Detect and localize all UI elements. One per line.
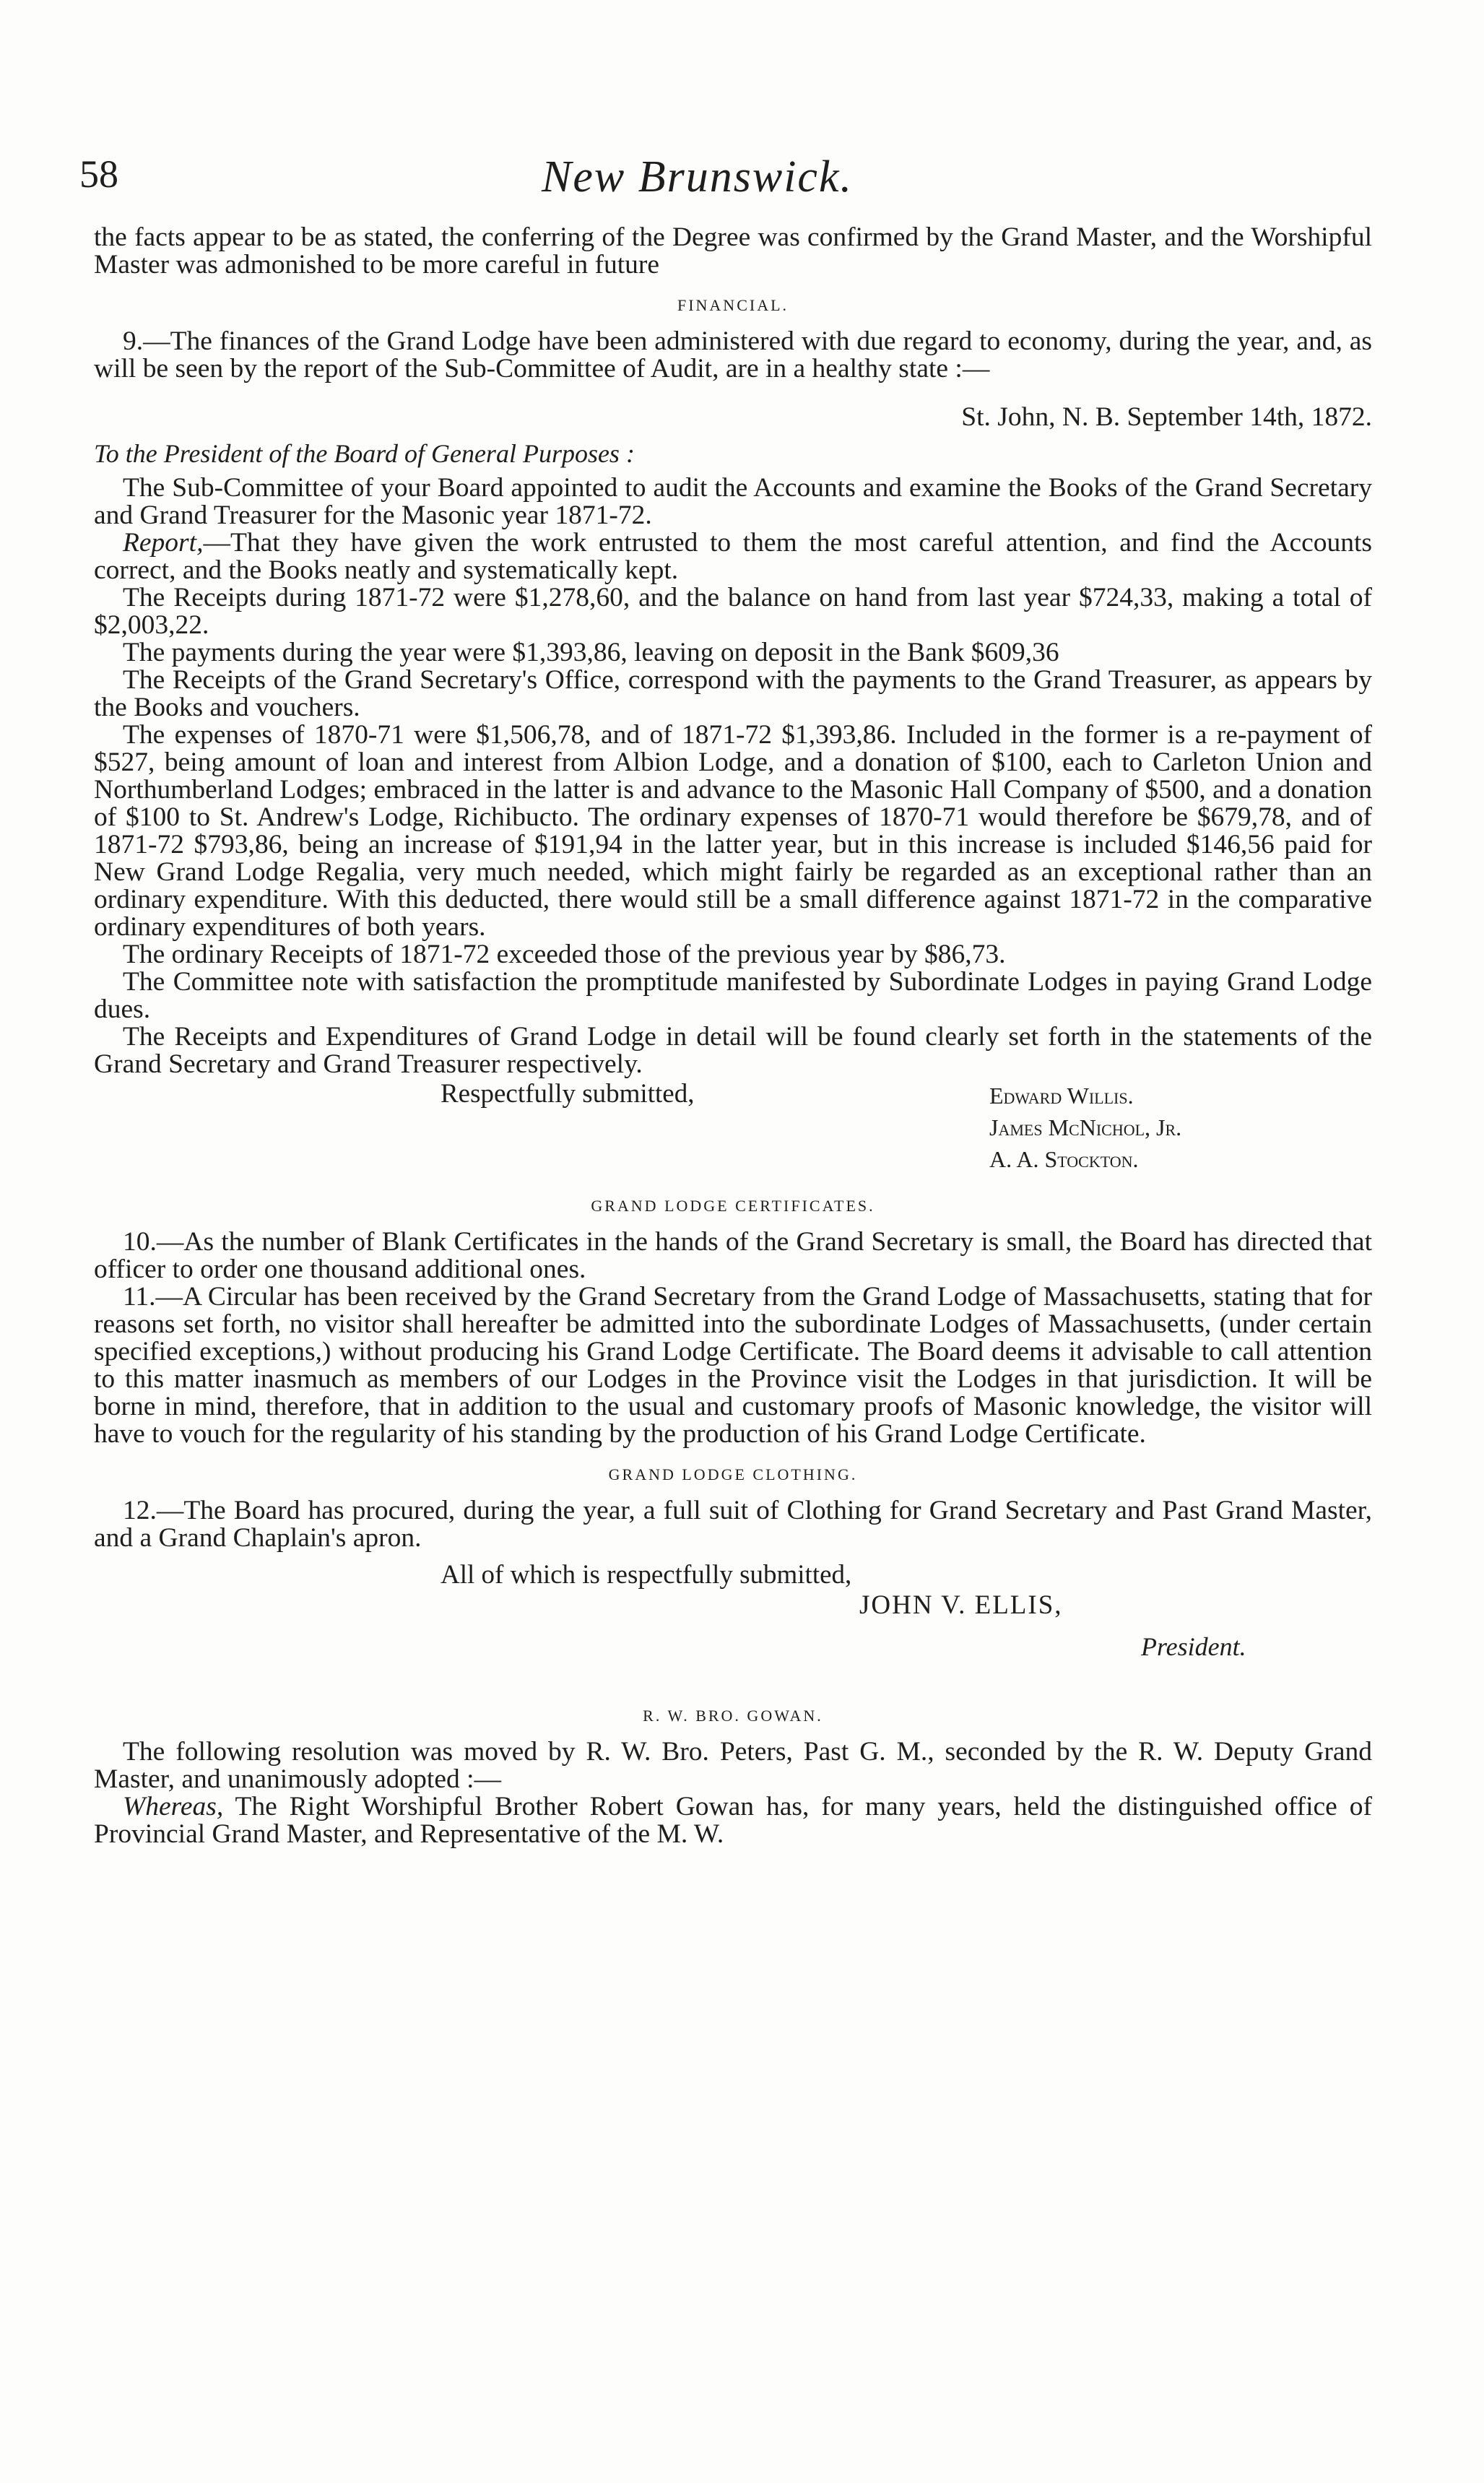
whereas-lead: Whereas,: [123, 1792, 224, 1821]
page-number: 58: [79, 152, 118, 196]
section-heading-certificates: GRAND LODGE CERTIFICATES.: [591, 1197, 875, 1215]
report-paragraph: The Sub-Committee of your Board appointed to audit the Accounts and examine the Books of the Grand Secretary and Grand Treasurer for the Masonic year 1871-72.: [94, 473, 1372, 530]
paragraph-12: 12.—The Board has procured, during the year, a full suit of Clothing for Grand Secretary and Past Grand Master, and a Grand Chaplain's apron.: [94, 1496, 1372, 1553]
president-title: President.: [1141, 1632, 1246, 1661]
signatory-list: [989, 1080, 1181, 1175]
report-paragraph: The payments during the year were $1,393,86, leaving on deposit in the Bank $609,36: [123, 638, 1059, 667]
paragraph-whereas: [94, 1793, 1372, 1848]
section-heading-clothing: GRAND LODGE CLOTHING.: [608, 1465, 858, 1483]
signatory: James McNichol, Jr.: [989, 1114, 1182, 1140]
report-paragraph: The Receipts during 1871-72 were $1,278,60, and the balance on hand from last year $724,33, making a total of $2,003,22.: [94, 583, 1372, 640]
report-lead: Report,: [123, 528, 204, 558]
report-paragraph: The expenses of 1870-71 were $1,506,78, and of 1871-72 $1,393,86. Included in the former is a re-payment of $527, being amount of loan and interest from Albion Lodge, and a donation of $100, each to Carleton Union and Northumberland Lodges; embraced in the latter is and advance to the Masonic Hall Company of $500, and a donation of $100 to St. Andrew's Lodge, Richibucto. The ordinary expenses of 1870-71 would therefore be $679,78, and of 1871-72 $793,86, being an increase of $191,94 in the latter year, but in this increase is included $146,56 paid for New Grand Lodge Regalia, very much needed, which might fairly be regarded as an exceptional rather than an ordinary expenditure. With this deducted, there would still be a small difference against 1871-72 in the comparative ordinary expenditures of both years.: [94, 720, 1372, 942]
report-paragraph: [94, 529, 1372, 584]
signatory: A. A. Stockton.: [989, 1146, 1139, 1172]
report-paragraph: The Receipts of the Grand Secretary's Office, correspond with the payments to the Grand Treasurer, as appears by the Books and vouchers.: [94, 665, 1372, 722]
document-page: [79, 152, 1372, 1849]
paragraph-9: 9.—The finances of the Grand Lodge have been administered with due regard to economy, during the year, and, as will be seen by the report of the Sub-Committee of Audit, are in a healthy state :—: [94, 326, 1372, 384]
report-paragraph: The Committee note with satisfaction the promptitude manifested by Subordinate Lodges in paying Grand Lodge dues.: [94, 967, 1372, 1024]
all-submitted: All of which is respectfully submitted,: [441, 1560, 852, 1590]
report-paragraph: The Receipts and Expenditures of Grand Lodge in detail will be found clearly set forth in the statements of the Grand Secretary and Grand Treasurer respectively.: [94, 1022, 1372, 1079]
president-name: JOHN V. ELLIS,: [859, 1590, 1063, 1620]
paragraph-11: 11.—A Circular has been received by the Grand Secretary from the Grand Lodge of Massachusetts, stating that for reasons set forth, no visitor shall hereafter be admitted into the subordinate Lodges of Massachusetts, (under certain specified exceptions,) without producing his Grand Lodge Certificate. The Board deems it advisable to call attention to this matter inasmuch as members of our Lodges in the Province visit the Lodges in that jurisdiction. It will be borne in mind, therefore, that in addition to the usual and customary proofs of Masonic knowledge, the visitor will have to vouch for the regularity of his standing by the production of his Grand Lodge Certificate.: [94, 1282, 1372, 1449]
whereas-text: The Right Worshipful Brother Robert Gowan has, for many years, held the distinguished office of Provincial Grand Master, and Representative of the M. W.: [94, 1792, 1372, 1849]
report-dateline: St. John, N. B. September 14th, 1872.: [961, 402, 1372, 432]
paragraph-carryover: the facts appear to be as stated, the conferring of the Degree was confirmed by the Grand Master, and the Worshipful Master was admonished to be more careful in future: [94, 222, 1372, 280]
paragraph-resolution: The following resolution was moved by R. W. Bro. Peters, Past G. M., seconded by the R. W. Deputy Grand Master, and unanimously adopted :—: [94, 1737, 1372, 1794]
report-salutation: To the President of the Board of General Purposes :: [94, 439, 635, 468]
running-title: New Brunswick.: [542, 152, 853, 202]
report-paragraph: The ordinary Receipts of 1871-72 exceeded those of the previous year by $86,73.: [123, 940, 1006, 969]
running-header: [79, 152, 1372, 224]
section-heading-financial: FINANCIAL.: [677, 296, 789, 314]
report-text: —That they have given the work entrusted to them the most careful attention, and find the Accounts correct, and the Books neatly and systematically kept.: [94, 528, 1372, 585]
section-heading-gowan: R. W. BRO. GOWAN.: [643, 1707, 823, 1725]
closing-block: [94, 1559, 1372, 1689]
signature-block: [94, 1078, 1372, 1179]
respectfully-submitted: Respectfully submitted,: [441, 1079, 695, 1109]
signatory: Edward Willis.: [989, 1083, 1134, 1109]
paragraph-10: 10.—As the number of Blank Certificates in the hands of the Grand Secretary is small, the Board has directed that officer to order one thousand additional ones.: [94, 1227, 1372, 1284]
